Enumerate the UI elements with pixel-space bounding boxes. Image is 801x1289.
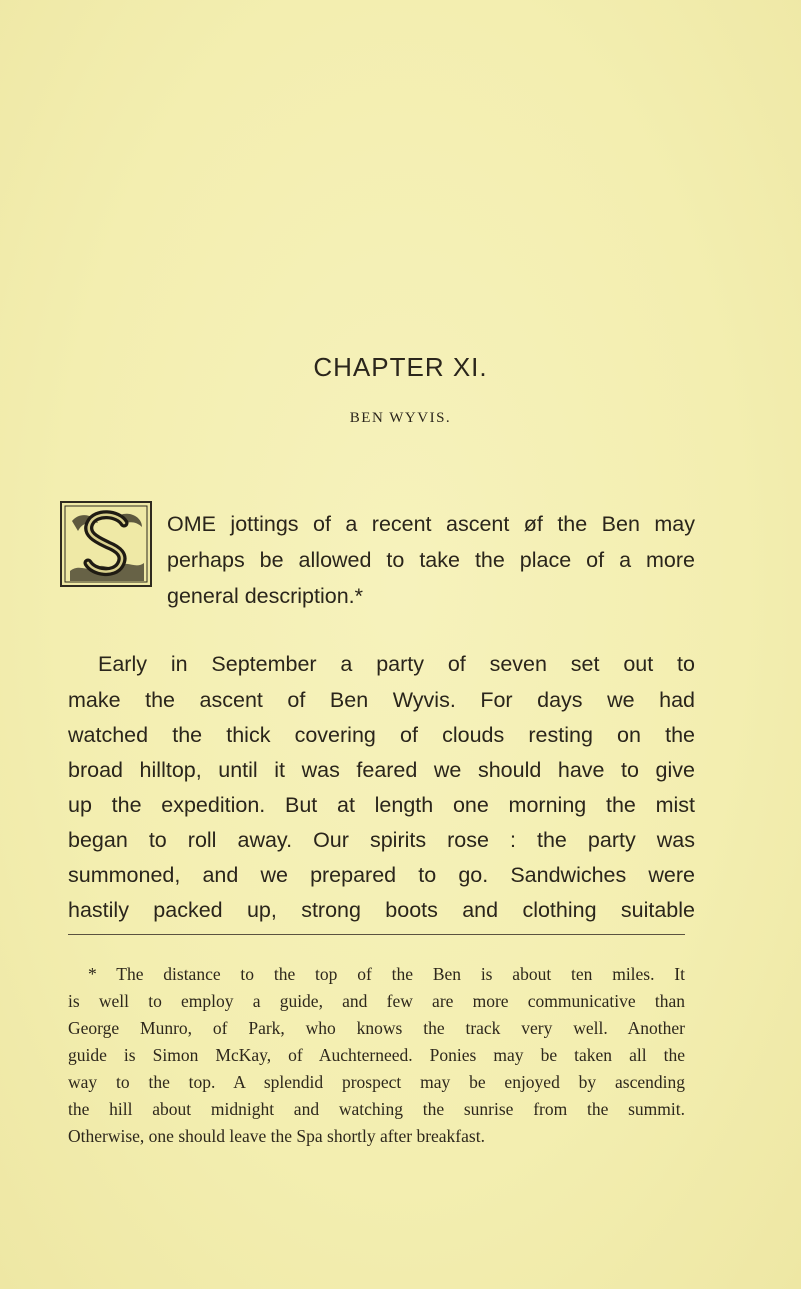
footnote-line: is well to employ a guide, and few are more communicative than (68, 991, 685, 1011)
first-paragraph-line: OME jottings of a recent ascent øf the Ben may (167, 512, 695, 536)
footnote-line: way to the top. A splendid prospect may be enjoyed by ascending (68, 1072, 685, 1092)
decorative-dropcap-s-icon (60, 501, 152, 587)
second-paragraph-line: hastily packed up, strong boots and clothing suitable (68, 898, 695, 922)
second-paragraph-line: summoned, and we prepared to go. Sandwiches were (68, 863, 695, 887)
second-paragraph-line: watched the thick covering of clouds resting on the (68, 723, 695, 747)
chapter-heading: CHAPTER XI. (313, 352, 488, 382)
footnote-line: the hill about midnight and watching the sunrise from the summit. (68, 1099, 685, 1119)
footnote-line: Otherwise, one should leave the Spa shortly after breakfast. (68, 1126, 485, 1146)
second-paragraph-line: make the ascent of Ben Wyvis. For days we had (68, 688, 695, 712)
second-paragraph-line: up the expedition. But at length one morning the mist (68, 793, 695, 817)
footnote-line: guide is Simon McKay, of Auchterneed. Ponies may be taken all the (68, 1045, 685, 1065)
footnote-line: George Munro, of Park, who knows the track very well. Another (68, 1018, 685, 1038)
footnote-divider (68, 934, 685, 935)
second-paragraph-line: broad hilltop, until it was feared we should have to give (68, 758, 695, 782)
first-paragraph-line: general description.* (167, 584, 364, 608)
footnote-line: * The distance to the top of the Ben is about ten miles. It (88, 964, 685, 984)
first-paragraph-line: perhaps be allowed to take the place of a more (167, 548, 695, 572)
chapter-title: BEN WYVIS. (349, 410, 452, 426)
second-paragraph-line: Early in September a party of seven set out to (98, 652, 695, 676)
second-paragraph-line: began to roll away. Our spirits rose : the party was (68, 828, 695, 852)
